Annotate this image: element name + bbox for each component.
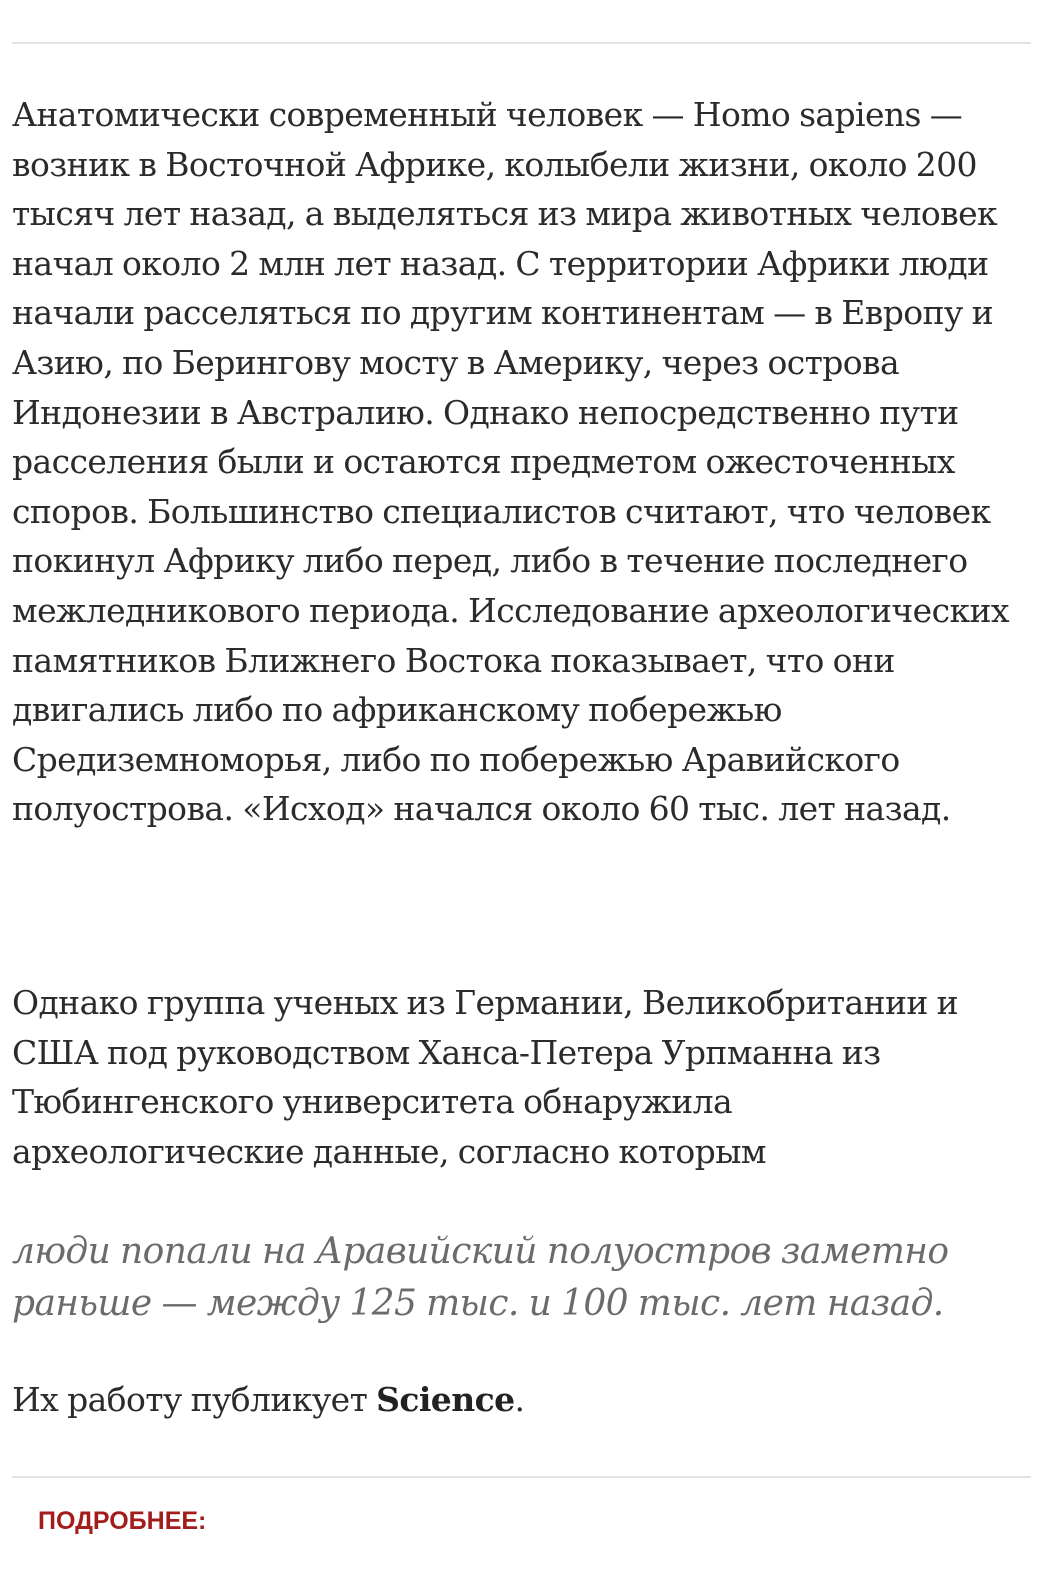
more-heading: ПОДРОБНЕЕ: xyxy=(38,1507,207,1535)
pull-quote: люди попали на Аравийский полуостров заметно раньше — между 125 тыс. и 100 тыс. лет назад. xyxy=(12,1231,949,1324)
article-paragraph-1: Анатомически современный человек — Homo sapiens — возник в Восточной Африке, колыбели жизни, около 200 тысяч лет назад, а выделяться из мира животных человек начал около 2 млн лет назад. С территории Африки люди начали расселяться по другим континентам — в Европу и Азию, по Берингову мосту в Америку, через острова Индонезии в Австралию. Однако непосредственно пути расселения были и остаются предметом ожесточенных споров. Большинство специалистов считают, что человек покинул Африку либо перед, либо в течение последнего межледникового периода. Исследование археологических памятников Ближнего Востока показывает, что они двигались либо по африканскому побережью Средиземноморья, либо по побережью Аравийского полуострова. «Исход» начался около 60 тыс. лет назад. xyxy=(12,95,1009,829)
bottom-divider xyxy=(12,1476,1031,1478)
source-prefix: Их работу публикует xyxy=(12,1380,377,1419)
article-paragraph-3 xyxy=(12,1375,1032,1425)
source-suffix: . xyxy=(514,1380,525,1419)
source-name: Science xyxy=(376,1380,515,1419)
article-paragraph-2: Однако группа ученых из Германии, Великобритании и США под руководством Ханса-Петера Урпманна из Тюбингенского университета обнаружила археологические данные, согласно которым xyxy=(12,983,959,1171)
top-divider xyxy=(12,42,1031,44)
